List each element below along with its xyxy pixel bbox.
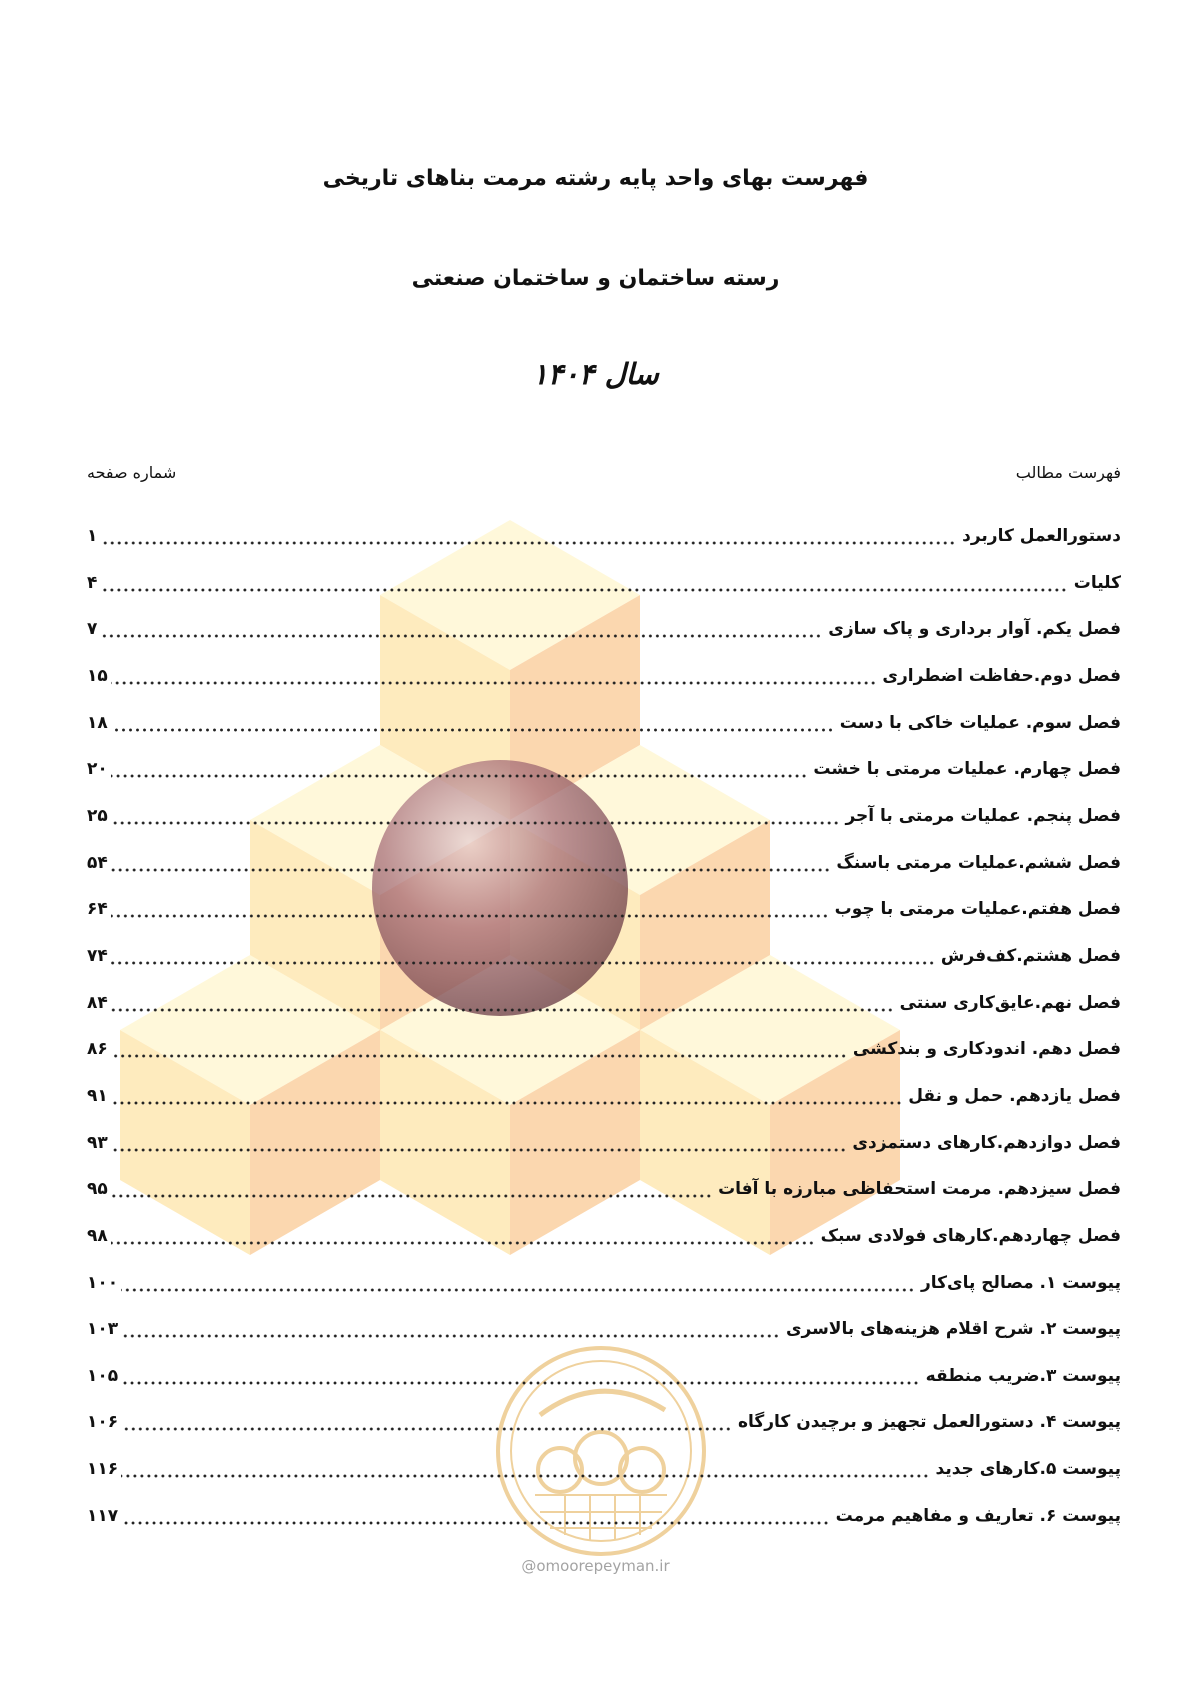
toc-entry-title: فصل پنجم. عملیات مرمتی با آجر xyxy=(845,805,1121,826)
dot-leader xyxy=(111,1120,847,1167)
dot-leader xyxy=(111,933,935,980)
toc-entry xyxy=(87,1026,1121,1073)
toc-entry xyxy=(87,840,1121,887)
toc-entry-title: فصل هفتم.عملیات مرمتی با چوب xyxy=(834,899,1121,920)
document-subtitle: رسته ساختمان و ساختمان صنعتی xyxy=(411,266,780,291)
toc-entry-page-number: ۱۰۰ xyxy=(87,1272,119,1293)
dot-leader xyxy=(121,1260,915,1307)
toc-entry-title: فصل یازدهم. حمل و نقل xyxy=(908,1085,1121,1106)
toc-entry xyxy=(87,700,1121,747)
dot-leader xyxy=(121,1399,732,1446)
toc-entry xyxy=(87,980,1121,1027)
toc-entry xyxy=(87,746,1121,793)
toc-entry-page-number: ۶۴ xyxy=(87,899,108,920)
toc-entry xyxy=(87,1073,1121,1120)
toc-entry-title: فصل یکم. آوار برداری و پاک سازی xyxy=(828,619,1121,640)
dot-leader xyxy=(121,1493,830,1540)
toc-entry-page-number: ۹۱ xyxy=(87,1085,108,1106)
toc-entry-page-number: ۷۴ xyxy=(87,945,108,966)
toc-entry-title: دستورالعمل کاربرد xyxy=(962,526,1121,546)
toc-entry-page-number: ۹۸ xyxy=(87,1225,108,1246)
dot-leader xyxy=(121,1306,780,1353)
dot-leader xyxy=(111,700,834,747)
table-of-contents xyxy=(87,513,1121,1539)
toc-entry xyxy=(87,560,1121,607)
toc-entry xyxy=(87,1493,1121,1540)
dot-leader xyxy=(111,1073,902,1120)
toc-entry-title: فصل سیزدهم. مرمت استحفاظی مبارزه با آفات xyxy=(718,1179,1121,1200)
toc-entry-title: فصل سوم. عملیات خاکی با دست xyxy=(839,712,1121,733)
toc-entry xyxy=(87,1260,1121,1307)
dot-leader xyxy=(121,1446,929,1493)
toc-entry xyxy=(87,1306,1121,1353)
dot-leader xyxy=(111,746,808,793)
dot-leader xyxy=(111,793,840,840)
document-title: فهرست بهای واحد پایه رشته مرمت بناهای تاریخی xyxy=(322,166,869,191)
dot-leader xyxy=(100,606,822,653)
toc-entry-title: فصل دوازدهم.کارهای دستمزدی xyxy=(852,1132,1121,1153)
toc-header xyxy=(87,457,1121,489)
toc-entry-page-number: ۷ xyxy=(87,619,98,640)
toc-entry-title: فصل چهارم. عملیات مرمتی با خشت xyxy=(813,759,1121,780)
toc-entry xyxy=(87,1446,1121,1493)
toc-entry-page-number: ۱۵ xyxy=(87,665,108,686)
dot-leader xyxy=(100,560,1067,607)
toc-entry xyxy=(87,1353,1121,1400)
toc-entry-page-number: ۱۰۶ xyxy=(87,1412,119,1433)
toc-entry-title: فصل دوم.حفاظت اضطراری xyxy=(882,665,1121,686)
toc-entry-page-number: ۴ xyxy=(87,572,98,593)
toc-entry xyxy=(87,1166,1121,1213)
toc-entry-page-number: ۲۰ xyxy=(87,759,108,780)
toc-entry xyxy=(87,1213,1121,1260)
watermark-site-text: @omoorepeyman.ir xyxy=(521,1557,670,1575)
toc-entry-page-number: ۸۶ xyxy=(87,1039,108,1060)
toc-entry-page-number: ۱۰۳ xyxy=(87,1319,119,1340)
toc-entry-title: پیوست ۳.ضریب منطقه xyxy=(925,1365,1121,1386)
dot-leader xyxy=(111,886,829,933)
toc-entry xyxy=(87,933,1121,980)
dot-leader xyxy=(111,980,894,1027)
toc-entry xyxy=(87,513,1121,560)
toc-entry-title: فصل هشتم.کف‌فرش xyxy=(940,945,1121,966)
dot-leader xyxy=(111,1166,712,1213)
toc-entry xyxy=(87,793,1121,840)
dot-leader xyxy=(111,1026,847,1073)
toc-entry xyxy=(87,886,1121,933)
toc-entry-page-number: ۹۳ xyxy=(87,1132,108,1153)
toc-entry xyxy=(87,1399,1121,1446)
toc-entry-title: پیوست ۴. دستورالعمل تجهیز و برچیدن کارگاه xyxy=(737,1412,1121,1433)
toc-entry xyxy=(87,606,1121,653)
toc-heading: فهرست مطالب xyxy=(1015,463,1121,482)
toc-entry-title: فصل نهم.عایق‌کاری سنتی xyxy=(899,992,1121,1013)
toc-entry-page-number: ۲۵ xyxy=(87,805,108,826)
toc-entry xyxy=(87,653,1121,700)
toc-entry xyxy=(87,1120,1121,1167)
toc-entry-title: پیوست ۵.کارهای جدید xyxy=(935,1459,1121,1480)
toc-entry-page-number: ۱۸ xyxy=(87,712,108,733)
toc-entry-title: فصل دهم. اندودکاری و بندکشی xyxy=(852,1039,1121,1060)
toc-entry-page-number: ۵۴ xyxy=(87,852,108,873)
dot-leader xyxy=(111,840,831,887)
toc-entry-title: پیوست ۲. شرح اقلام هزینه‌های بالاسری xyxy=(785,1319,1121,1340)
dot-leader xyxy=(111,653,877,700)
document-year: سال ۱۴۰۴ xyxy=(532,357,659,391)
toc-entry-page-number: ۱۰۵ xyxy=(87,1365,119,1386)
dot-leader xyxy=(111,1213,815,1260)
toc-entry-title: پیوست ۶. تعاریف و مفاهیم مرمت xyxy=(835,1505,1121,1526)
toc-entry-page-number: ۹۵ xyxy=(87,1179,108,1200)
dot-leader xyxy=(100,513,956,560)
toc-entry-title: پیوست ۱. مصالح پای‌کار xyxy=(920,1272,1121,1293)
page-number-heading: شماره صفحه xyxy=(87,463,177,482)
toc-entry-page-number: ۱ xyxy=(87,526,98,546)
toc-entry-title: فصل چهاردهم.کارهای فولادی سبک xyxy=(820,1225,1121,1246)
toc-entry-title: فصل ششم.عملیات مرمتی باسنگ xyxy=(836,852,1121,873)
dot-leader xyxy=(121,1353,920,1400)
toc-entry-title: کلیات xyxy=(1073,572,1121,593)
toc-entry-page-number: ۱۱۶ xyxy=(87,1459,119,1480)
toc-entry-page-number: ۱۱۷ xyxy=(87,1505,119,1526)
toc-entry-page-number: ۸۴ xyxy=(87,992,108,1013)
